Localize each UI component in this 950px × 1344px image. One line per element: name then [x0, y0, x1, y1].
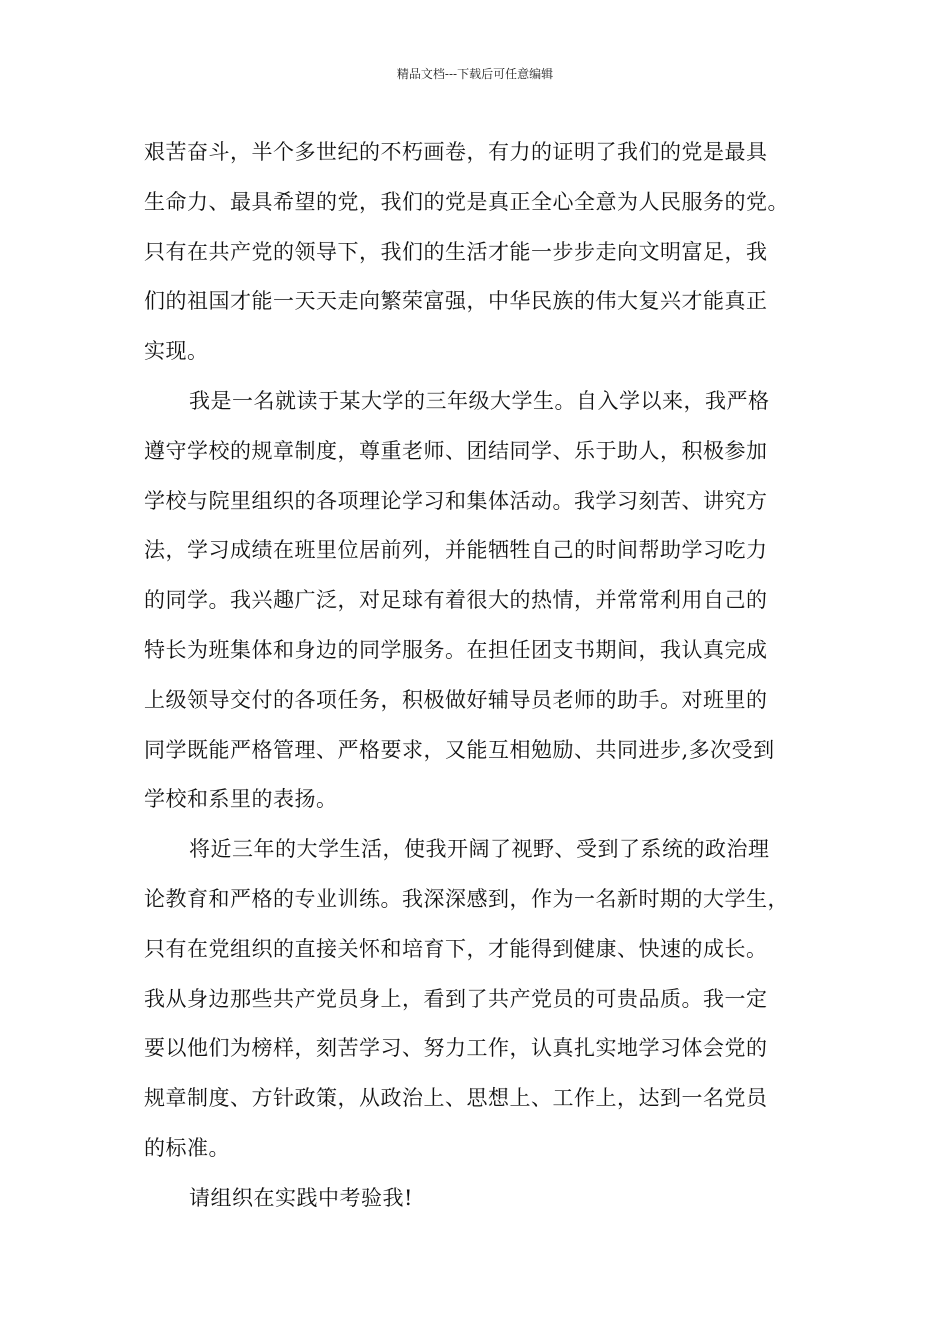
text-line: 将近三年的大学生活，使我开阔了视野、受到了系统的政治理 — [189, 837, 770, 862]
paragraph-closing — [144, 1174, 824, 1224]
text-line: 只有在党组织的直接关怀和培育下，才能得到健康、快速的成长。 — [144, 936, 768, 961]
text-line: 要以他们为榜样，刻苦学习、努力工作，认真扎实地学习体会党的 — [144, 1036, 768, 1061]
text-line: 特长为班集体和身边的同学服务。在担任团支书期间，我认真完成 — [144, 637, 768, 662]
text-line: 规章制度、方针政策，从政治上、思想上、工作上，达到一名党员 — [144, 1086, 768, 1111]
paragraph-self-introduction — [144, 377, 824, 825]
text-line: 实现。 — [144, 339, 209, 364]
text-line: 学校和系里的表扬。 — [144, 787, 338, 812]
text-line: 生命力、最具希望的党，我们的党是真正全心全意为人民服务的党。 — [144, 189, 789, 214]
text-line: 同学既能严格管理、严格要求，又能互相勉励、共同进步,多次受到 — [144, 737, 775, 762]
text-line: 我从身边那些共产党员身上，看到了共产党员的可贵品质。我一定 — [144, 986, 768, 1011]
text-line: 学校与院里组织的各项理论学习和集体活动。我学习刻苦、讲究方 — [144, 488, 768, 513]
text-line: 论教育和严格的专业训练。我深深感到，作为一名新时期的大学生， — [144, 886, 789, 911]
text-line: 的标准。 — [144, 1135, 230, 1160]
text-line: 上级领导交付的各项任务，积极做好辅导员老师的助手。对班里的 — [144, 687, 768, 712]
text-line: 请组织在实践中考验我! — [189, 1185, 413, 1210]
paragraph-university-life — [144, 825, 824, 1174]
text-line: 遵守学校的规章制度，尊重老师、团结同学、乐于助人，积极参加 — [144, 438, 768, 463]
text-line: 只有在共产党的领导下，我们的生活才能一步步走向文明富足，我 — [144, 239, 768, 264]
paragraph-continuation — [144, 128, 824, 377]
document-body — [144, 128, 824, 1224]
text-line: 的同学。我兴趣广泛，对足球有着很大的热情，并常常利用自己的 — [144, 588, 768, 613]
page-header: 精品文档---下载后可任意编辑 — [396, 67, 554, 81]
text-line: 艰苦奋斗，半个多世纪的不朽画卷，有力的证明了我们的党是最具 — [144, 140, 768, 164]
text-line: 们的祖国才能一天天走向繁荣富强，中华民族的伟大复兴才能真正 — [144, 289, 768, 314]
text-line: 法，学习成绩在班里位居前列，并能牺牲自己的时间帮助学习吃力 — [144, 538, 768, 563]
text-line: 我是一名就读于某大学的三年级大学生。自入学以来，我严格 — [189, 388, 770, 413]
